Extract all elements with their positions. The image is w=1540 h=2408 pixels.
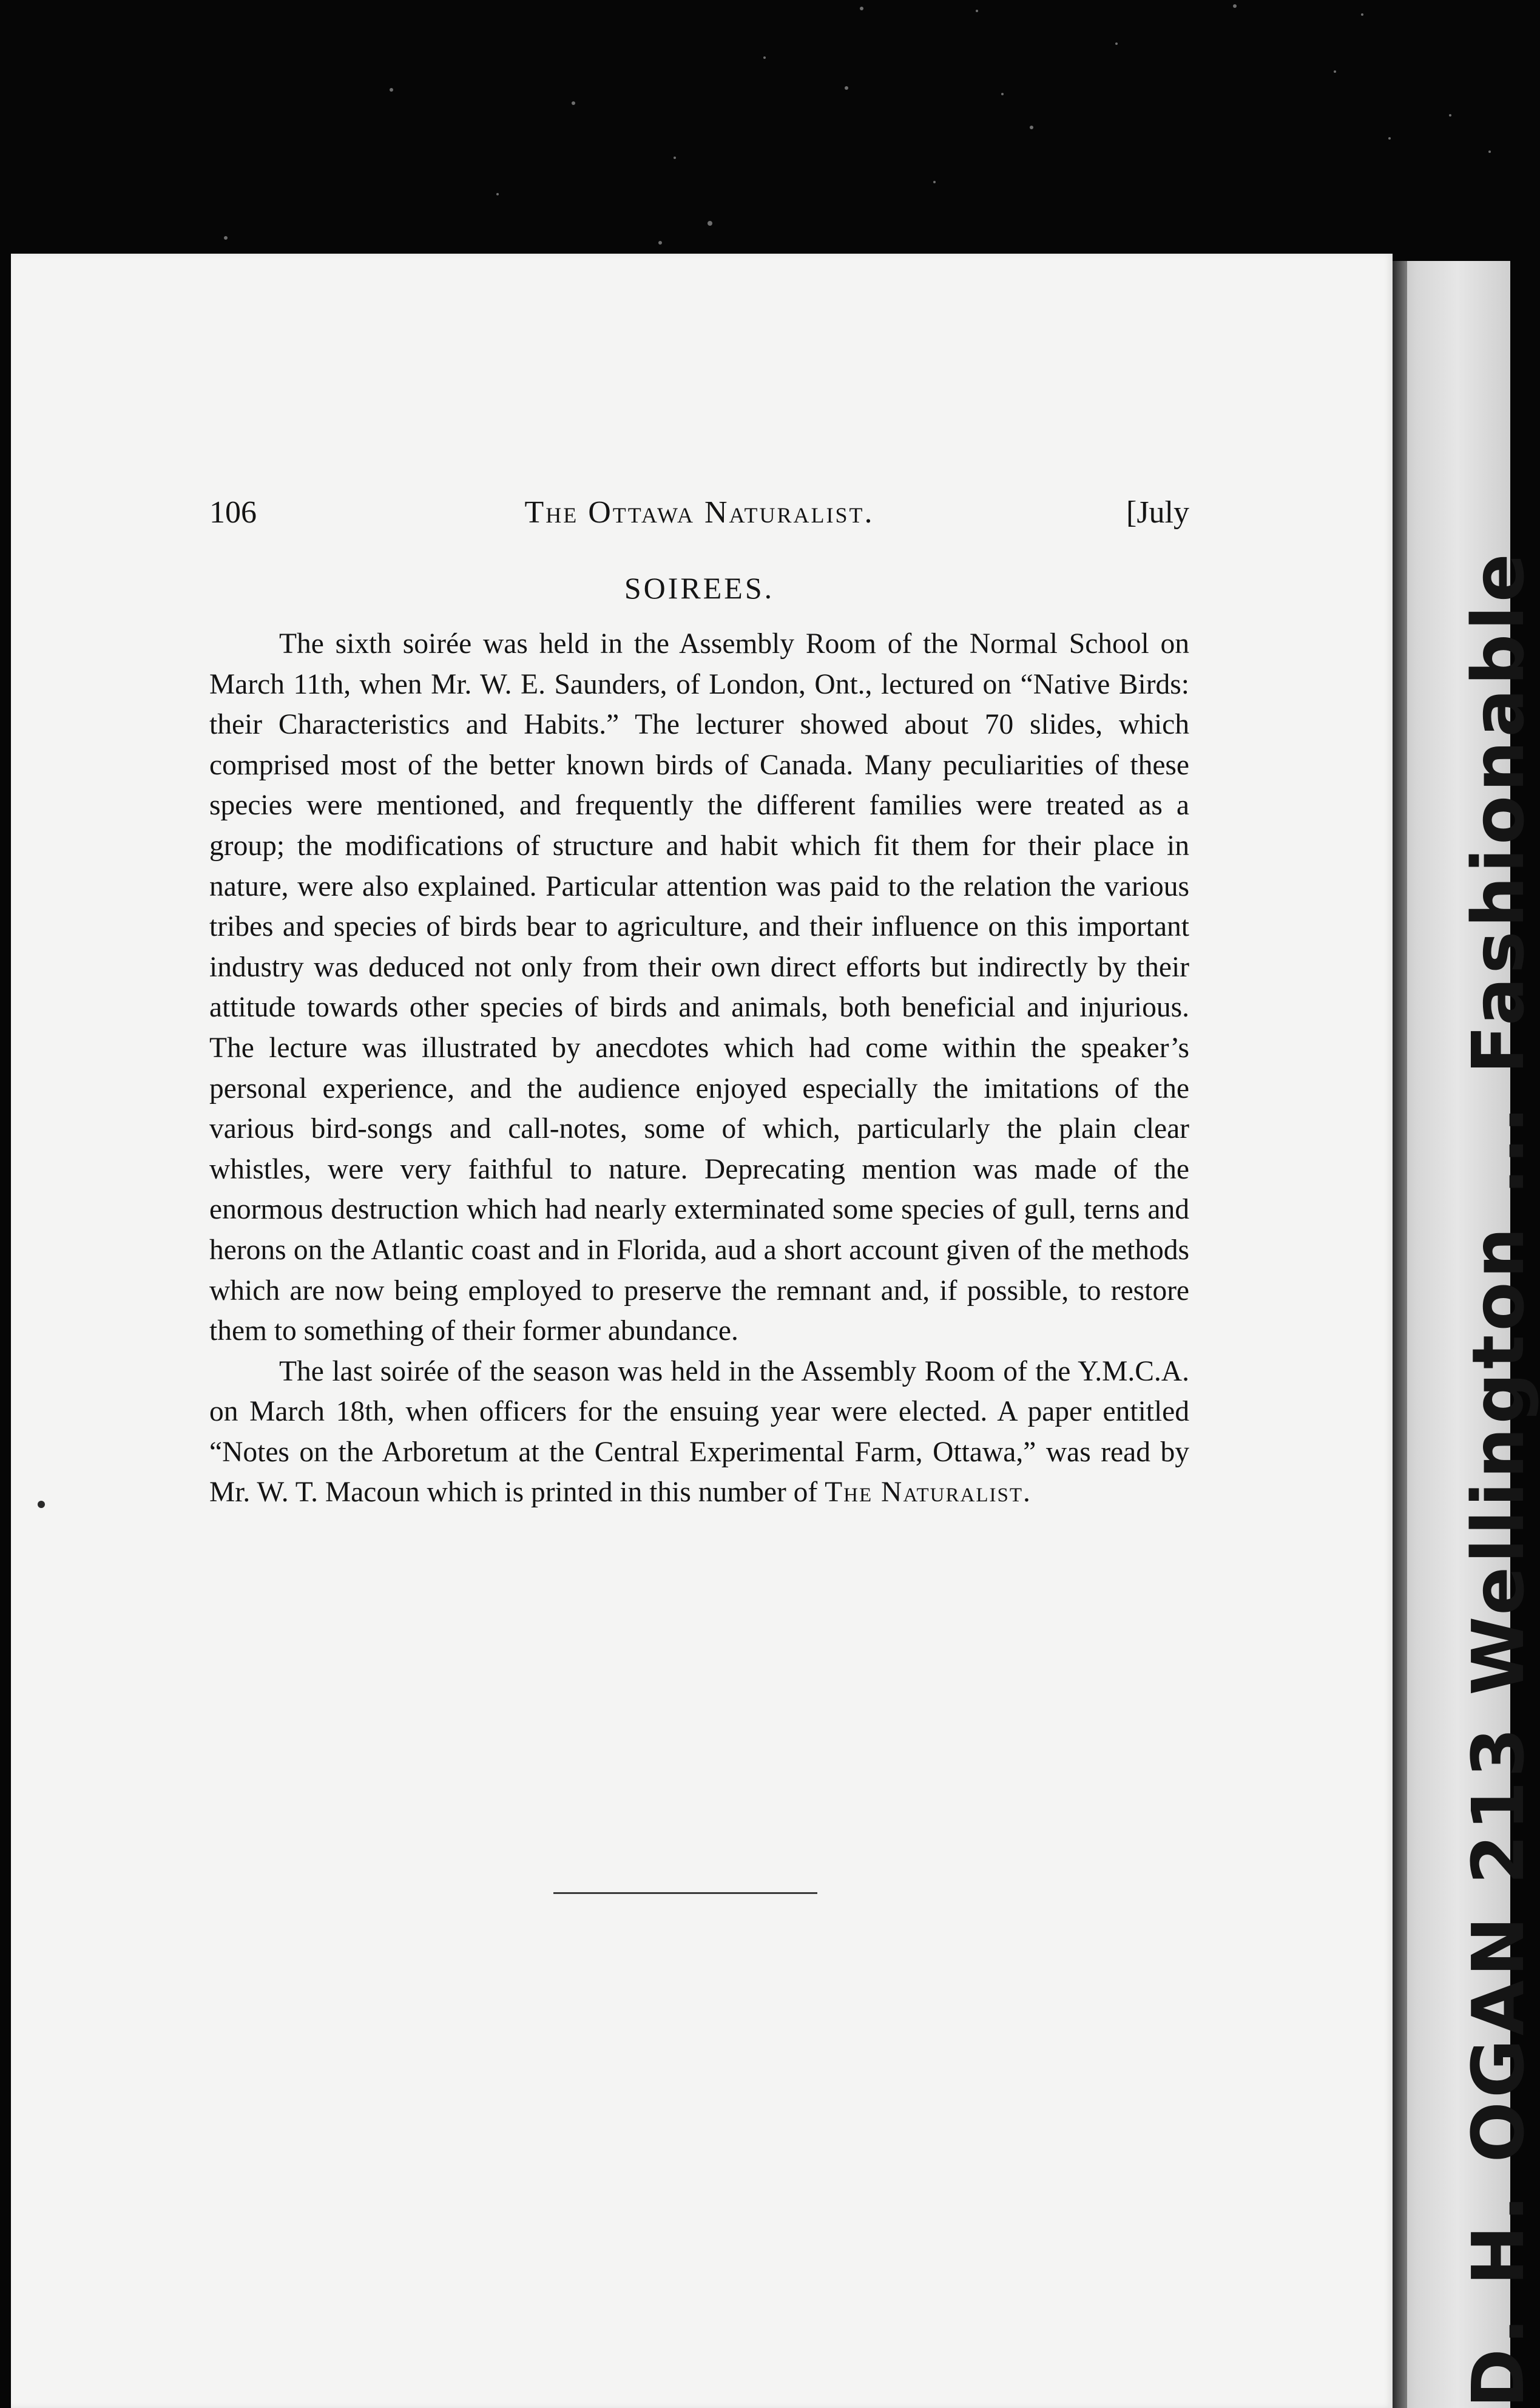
paragraph-2-text: The last soirée of the season was held in the Assembly Room of the Y.M.C.A. on March 18th, when officers for the ensuing year were elected. A paper entitled “Notes on the Arboretum at the Central Experimental Farm, Ottawa,” was read by Mr. W. T. Macoun which is printed in this number of [209,1355,1189,1509]
article-paragraph-1: The sixth soirée was held in the Assembly Room of the Normal School on March 11th, when Mr. W. E. Saunders, of London, Ont., lectured on “Native Birds: their Characteristics and Habits.” The lecturer showed about 70 slides, which comprised most of the better known birds of Canada. Many peculiarities of these species were mentioned, and frequently the different families were treated as a group; the modifications of structure and habit which fit them for their place in nature, were also explained. Particular attention was paid to the relation the various tribes and species of birds bear to agriculture, and their influence on this important industry was deduced not only from their own direct efforts but indirectly by their attitude towards other species of birds and animals, both beneficial and injurious. The lecture was illustrated by anecdotes which had come within the speaker’s personal experience, and the audience enjoyed especially the imitations of the various bird-songs and call-notes, some of which, particularly the plain clear whistles, were very faithful to nature. Deprecating mention was made of the enormous destruction which had nearly exterminated some species of gull, terns and herons on the Atlantic coast and in Florida, aud a short account given of the methods which are now being employed to preserve the remnant and, if possible, to restore them to something of their former abundance. [209,628,1189,1347]
article-title: SOIREES. [624,571,775,605]
scan-noise [0,0,1510,261]
page-gutter-shadow [1393,261,1407,2408]
adjacent-page-advert-text: D. H. OGAN 213 Wellington ... Fashionable [1456,550,1540,2408]
issue-month: [July [1126,495,1189,530]
article-body [209,624,1189,1513]
section-divider-rule [553,1892,817,1894]
journal-reference: The Naturalist. [825,1476,1032,1509]
margin-ink-dot [38,1501,45,1508]
running-head [209,495,1189,543]
page-number: 106 [209,495,257,530]
journal-title: The Ottawa Naturalist. [524,495,874,530]
article-paragraph-2 [209,1351,1189,1513]
